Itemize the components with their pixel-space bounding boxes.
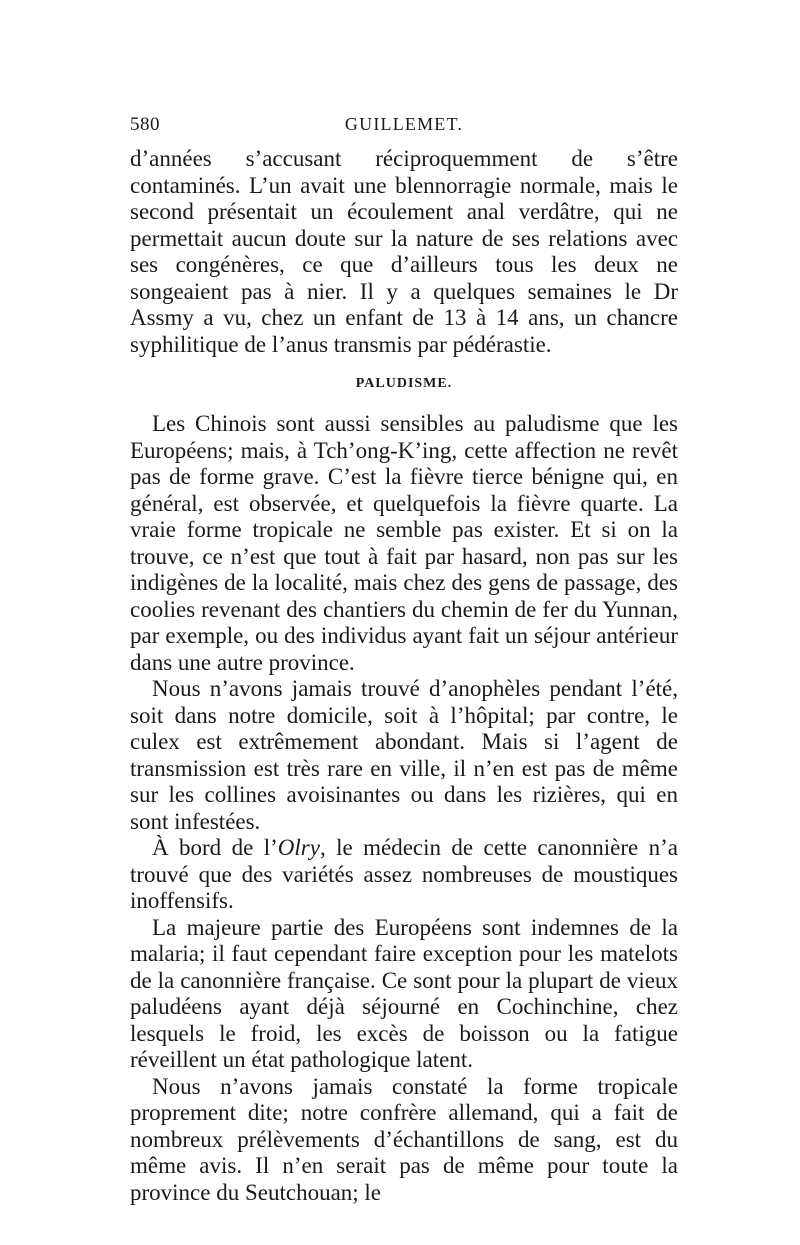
body-text xyxy=(130,146,678,1206)
paragraph: Les Chinois sont aussi sensibles au paludisme que les Européens; mais, à Tch’ong-K’ing, cette affection ne revêt pas de forme grave. C’est la fièvre tierce bénigne qui, en général, est observée, et quelquefois la fièvre quarte. La vraie forme tropicale ne semble pas exister. Et si on la trouve, ce n’est que tout à fait par hasard, non pas sur les indigènes de la localité, mais chez des gens de passage, des coolies revenant des chantiers du chemin de fer du Yunnan, par exemple, ou des individus ayant fait un séjour antérieur dans une autre province. xyxy=(130,411,678,675)
running-head: GUILLEMET. xyxy=(344,114,464,134)
page-number: 580 xyxy=(130,114,160,135)
page-header xyxy=(130,114,678,144)
ship-name: Olry xyxy=(277,835,320,860)
paragraph: d’années s’accusant réciproquemment de s’être contaminés. L’un avait une blennorragie normale, mais le second présentait un écoulement anal verdâtre, qui ne permettait aucun doute sur la nature de ses relations avec ses congénères, ce que d’ailleurs tous les deux ne songeaient pas à nier. Il y a quelques semaines le Dr Assmy a vu, chez un enfant de 13 à 14 ans, un chancre syphilitique de l’anus transmis par pédérastie. xyxy=(130,146,678,357)
text-span: , le médecin de cette canonnière n’a trouvé que des variétés assez nombreuses de moustiques inoffensifs. xyxy=(130,835,679,913)
paragraph: Nous n’avons jamais constaté la forme tropicale proprement dite; notre confrère allemand, qui a fait de nombreux prélèvements d’échantillons de sang, est du même avis. Il n’en serait pas de même pour toute la province du Seutchouan; le xyxy=(130,1073,678,1205)
paragraph xyxy=(130,835,678,915)
paragraph: Nous n’avons jamais trouvé d’anophèles pendant l’été, soit dans notre domicile, soit à l’hôpital; par contre, le culex est extrêmement abondant. Mais si l’agent de transmission est très rare en ville, il n’en est pas de même sur les collines avoisinantes ou dans les rizières, qui en sont infestées. xyxy=(130,676,678,834)
section-title: PALUDISME. xyxy=(355,376,453,391)
paragraph: La majeure partie des Européens sont indemnes de la malaria; il faut cependant faire exception pour les matelots de la canonnière française. Ce sont pour la plupart de vieux paludéens ayant déjà séjourné en Cochinchine, chez lesquels le froid, les excès de boisson ou la fatigue réveillent un état pathologique latent. xyxy=(130,914,678,1072)
text-span: À bord de l’ xyxy=(152,835,278,860)
